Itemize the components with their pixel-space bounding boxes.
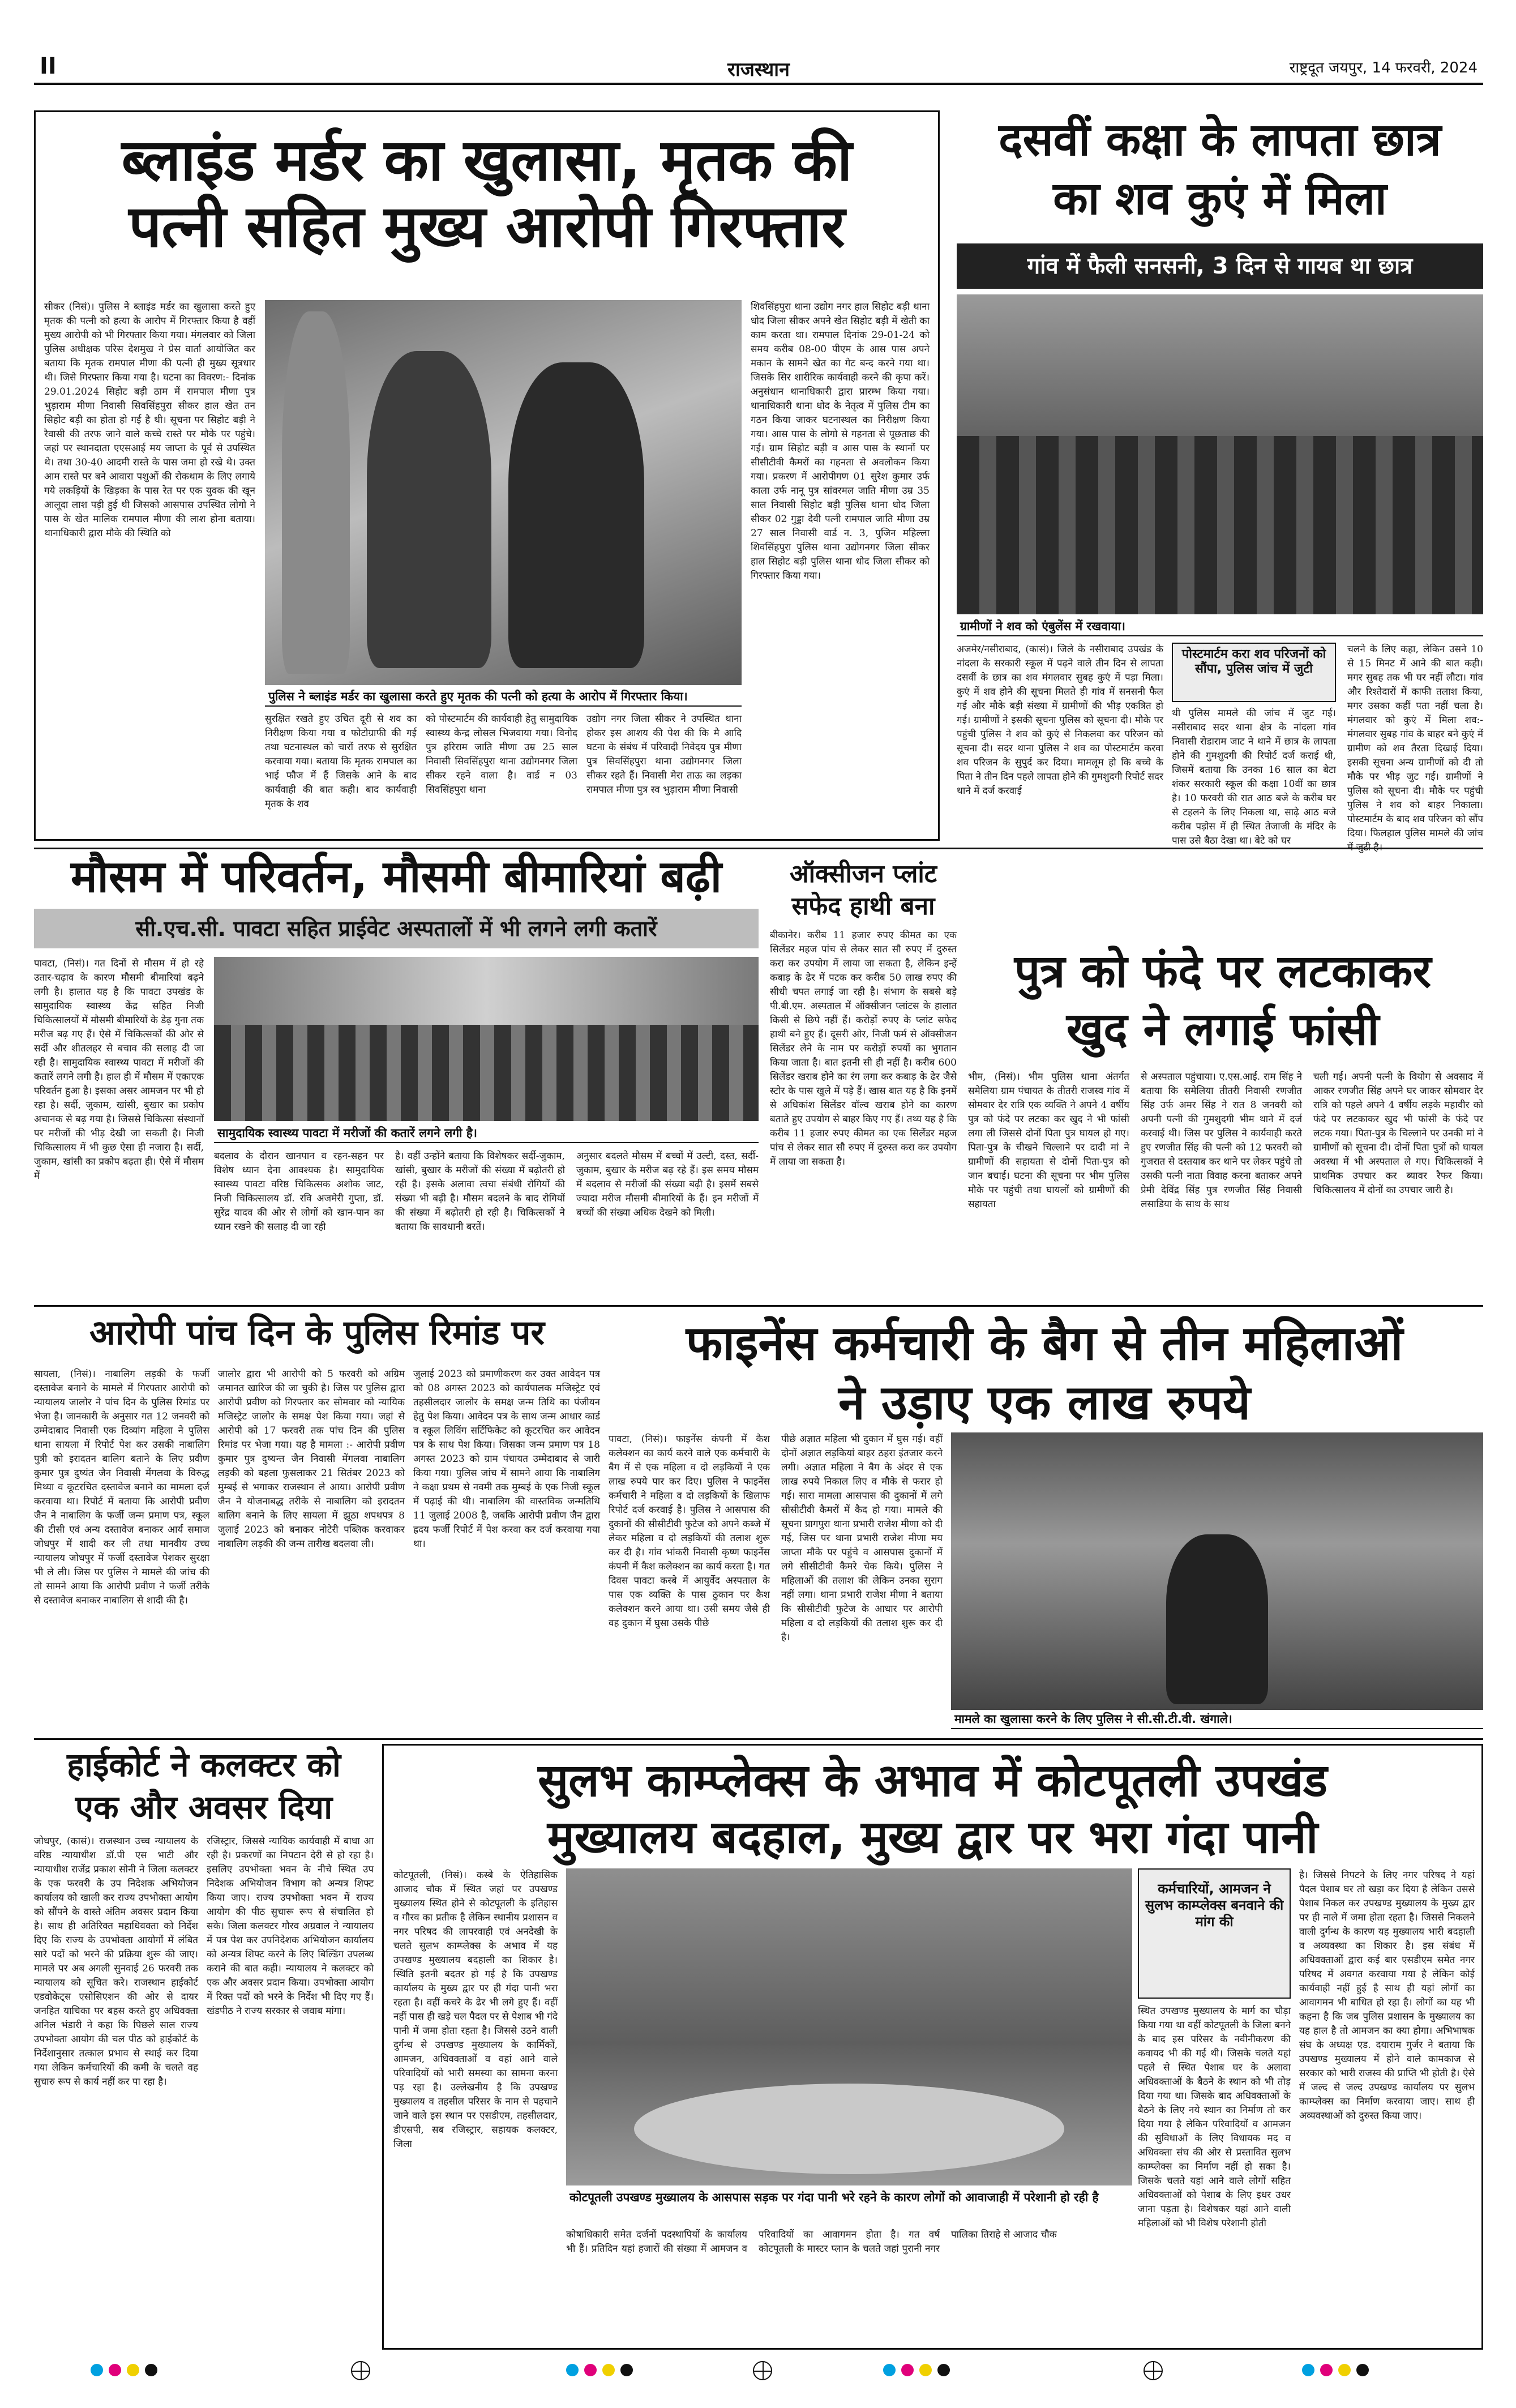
story-weather-headline: मौसम में परिवर्तन, मौसमी बीमारियां बढ़ी — [70, 852, 722, 903]
story-weather-caption: सामुदायिक स्वास्थ्य पावटा में मरीजों की कतारें लगने लगी है। — [214, 1124, 759, 1143]
story-student-body-note — [1172, 643, 1336, 702]
story-remand-col3: जुलाई 2023 को प्रमाणीकरण कर उक्त आवेदन पत्र को 08 अगस्त 2023 को कार्यपालक मजिस्ट्रेट एवं तहसीलदार जालोर के समक्ष जन्म तिथि का पंजीयन हेतु पेश किया। आवेदन पत्र के साथ जन्म आधार कार्ड व स्कूल लिविंग सर्टिफिकेट को कूटरचित कर आवेदन पत्र के साथ पेश किया। जिसका जन्म प्रमाण पत्र 18 अगस्त 2023 को ग्राम पंचायत उम्मेदाबाद से जारी किया गया। पुलिस जांच में सामने आया कि नाबालिग ने कक्षा प्रथम से नवमी तक मुम्बई के एक निजी स्कूल में पढ़ाई की थी। नाबालिग की वास्तविक जन्मतिथि 11 जुलाई 2008 है, जबकि आरोपी प्रवीण जैन द्वारा ह्रदय फर्जी रिपोर्ट में पेश करवा कर दर्ज करवाया गया था। — [413, 1368, 600, 1550]
photo-queue — [214, 1025, 759, 1121]
dot-black — [1356, 2364, 1369, 2376]
headline-line-1: हाईकोर्ट ने कलक्टर को — [67, 1746, 341, 1784]
photo-figure-man — [367, 351, 491, 668]
photo-figure-police — [282, 311, 350, 674]
story-student-body-caption: ग्रामीणों ने शव को एंबुलेंस में रखवाया। — [957, 617, 1483, 636]
dateline: राष्ट्रदूत जयपुर, 14 फरवरी, 2024 — [1289, 59, 1478, 76]
story-student-body-photo — [957, 294, 1483, 614]
headline-line-2: पत्नी सहित मुख्य आरोपी गिरफ्तार — [129, 193, 845, 261]
story-sulabh-col1: कोटपूतली, (निसं)। कस्बे के ऐतिहासिक आजाद चौक में स्थित जहां पर उपखण्ड मुख्यालय स्थित होने से कोटपूतली के इतिहास व गौरव का प्रतीक है लेकिन स्थानीय प्रशासन व नगर परिषद की लापरवाही एवं अनदेखी के चलते सुलभ काम्प्लेक्स के अभाव में यह उपखण्ड मुख्यालय बदहाली का शिकार है। स्थिति इतनी बदतर हो गई है कि उपखण्ड कार्यालय के मुख्य द्वार पर ही गंदा पानी भरा रहता है। वहीं कचरे के ढेर भी लगे हुए हैं। वहीं नहीं पास ही खड़े चल पैदल पर से पेशाब भी गंदे पानी में जमा होता रहता है। जिससे उठने वाली दुर्गन्ध से उपखण्ड मुख्यालय के कार्मिकों, आमजन, अधिवक्ताओं व वहां आने वाले परिवादियों को भारी समस्या का सामना करना पड़ रहा है। उल्लेखनीय है कि उपखण्ड मुख्यालय व तहसील परिसर के नाम से पहचाने जाने वाले इस स्थान पर एसडीएम, तहसीलदार, डीएसपी, सब रजिस्ट्रार, सहायक कलक्टर, जिला — [393, 1870, 558, 2150]
story-remand-headline: आरोपी पांच दिन के पुलिस रिमांड पर — [89, 1313, 545, 1353]
story-blind-murder-photo — [265, 300, 742, 685]
note-text: पोस्टमार्टम करा शव परिजनों को सौंपा, पुलिस जांच में जुटी — [1181, 647, 1326, 677]
dot-yellow — [127, 2364, 139, 2376]
story-student-body-subhead: गांव में फैली सनसनी, 3 दिन से गायब था छात्र — [957, 243, 1483, 289]
story-blind-murder-col2: सुरक्षित रखते हुए उचित दूरी से शव का निरीक्षण किया गया व फोटोग्राफी की गई तथा घटनास्थल को चारों तरफ से सुरक्षित करवाया गया। बताया कि मृतक रामपाल का भाई फौज में हैं जिसके आने के बाद कार्यवाही की बात कही। बाद कार्यवाही मृतक के शव — [265, 713, 417, 810]
story-remand-col2: जालोर द्वारा भी आरोपी को 5 फरवरी को अग्रिम जमानत खारिज की जा चुकी है। जिस पर पुलिस द्वारा आरोपी प्रवीण को गिरफ्तार कर सोमवार को न्यायिक मजिस्ट्रेट जालोर के समक्ष पेश किया गया। जहां से आरोपी को 17 फरवरी तक पांच दिन की पुलिस रिमांड पर भेजा गया। यह है मामला :- आरोपी प्रवीण कुमार पुत्र दुष्यन्त जैन निवासी मेंगलवा नाबालिग लड़की को बहला फुसलाकर 21 सितंबर 2023 को मुम्बई से भगाकर राजस्थान ले आया। आरोपी प्रवीण जैन ने योजनाबद्ध तरीके से नाबालिग को इरादतन बालिग बनाने के लिए सायला में झूठा शपथपत्र 8 जुलाई 2023 को बनाकर नोटेरी पब्लिक करवाकर नाबालिग लड़की की जन्म तारीख बदलवा ली। — [218, 1368, 405, 1550]
story-student-body-col2: थी पुलिस मामले की जांच में जुट गई। नसीराबाद सदर थाना क्षेत्र के नांदला गांव निवासी रोडाराम जाट ने थाने में छात्र के लापता होने की गुमशुदगी की रिपोर्ट दर्ज कराई थी, जिसमें बताया कि उनका 16 साल का बेटा शंकर सरकारी स्कूल की कक्षा 10वीं का छात्र है। 10 फरवरी की रात आठ बजे के करीब घर से टहलने के लिए निकला था, साढ़े आठ बजे करीब पड़ोस में ही स्थित तेजाजी के मंदिर के पास उसे बैठा देखा था। बेटे को घर — [1172, 708, 1336, 846]
story-oxygen-plant-col1: बीकानेर। करीब 11 हजार रुपए कीमत का एक सिलेंडर महज पांच से लेकर सात सौ रुपए में दुरुस्त करा कर उपयोग में लाया जा सकता है, लेकिन इन्हें कबाड़ के ढेर में पटक कर करीब 50 लाख रुपए की सीधी चपत लगाई जा रही है। संभाग के सबसे बड़े पी.बी.एम. अस्पताल में ऑक्सीजन प्लांटस के हालात किसी से छिपे नहीं हैं। करोड़ों रुपए के प्लांट सफेद हाथी बने हुए हैं। दूसरी ओर, निजी फर्म से ऑक्सीजन सिलेंडर लेने के नाम पर करोड़ों रुपयों का भुगतान किया जाता है। बात इतनी सी ही नहीं है। करीब 600 सिलेंडर खराब होने का रंग लगा कर कबाड़ के ढेर जैसे स्टोर के पास खुले में पड़े हैं। खास बात यह है कि इनमें से अधिकांश सिलेंडर वॉल्व खराब होने का कारण बताते हुए उपयोग से बाहर किए गए हैं। तथ्य यह है कि करीब 11 हजार रुपए कीमत का एक सिलेंडर महज पांच से लेकर सात सौ रुपए में दुरुस्त करा कर उपयोग में लाया जा सकता है। — [770, 930, 957, 1167]
registration-mark-icon — [351, 2361, 370, 2380]
photo-figure-woman — [508, 362, 644, 668]
headline-line-2: खुद ने लगाई फांसी — [1066, 1003, 1380, 1056]
headline-line-2: का शव कुएं में मिला — [1053, 172, 1387, 225]
dot-magenta — [584, 2364, 597, 2376]
story-student-body-col1: अजमेर/नसीराबाद, (कासं)। जिले के नसीराबाद उपखंड के नांदला के सरकारी स्कूल में पढ़ने वाले तीन दिन से लापता दसवीं के छात्र का शव मंगलवार सुबह कुएं में पड़ा मिला। कुएं में शव होने की सूचना मिलते ही गांव में सनसनी फैल गई और मौके बड़ी संख्या में ग्रामीणों की भीड़ एकत्रित हो गई। ग्रामीणों ने इसकी सूचना पुलिस को सूचना दी। मौके पर पहुंची पुलिस ने शव को कुएं से निकलवा कर परिजन को सूचना दी। सदर थाना पुलिस ने शव का पोस्टमार्टम करवा शव परिजन के सुपुर्द कर दिया। मामलूम हो कि बच्चे के पिता ने तीन दिन पहले लापता होने की गुमशुदगी रिपोर्ट सदर थाने में दर्ज करवाई — [957, 644, 1163, 797]
headline-line-1: फाइनेंस कर्मचारी के बैग से तीन महिलाओं — [686, 1315, 1403, 1371]
story-weather-photo — [214, 957, 759, 1121]
story-blind-murder-col1: सीकर (निसं)। पुलिस ने ब्लाइंड मर्डर का खुलासा करते हुए मृतक की पत्नी को हत्या के आरोप में गिरफ्तार किया है वहीं मुख्य आरोपी को भी गिरफ्तार किया गया। मंगलवार को जिला पुलिस अधीक्षक परिस देशमुख ने प्रेस वार्ता आयोजित कर बताया कि मृतक रामपाल मीणा की पत्नी ही मुख्य सूत्रधार थी। जिसे गिरफ्तार किया गया है। घटना का विवरण:- दिनांक 29.01.2024 सिहोट बड़ी ठाम में रामपाल मीणा पुत्र भुड़ाराम मीणा निवासी सिवसिंहपुरा सीकर हाल खेत तन सिहोट बड़ी का होता हो गई है थी। सूचना पर सिहोट बड़ी ने रैवासी की तरफ जाने वाले कच्चे रास्ते पर मौके पर पहुंचे। जहां पर स्थानदाता एएसआई मय जाप्ता के पूर्व से उपस्थित थे। तथा 30-40 आदमी रास्ते के पास जमा हो रखे थे। उक्त आम रास्ते पर बने आवारा पशुओं की रोकथाम के लिए लगाये गये लकड़ियों के खिड़का के पास रेत पर एक युवक की खून आलूदा लाश पड़ी हुई थी जिसको आसपास उपस्थित लोगो ने पास के खेत मालिक रामपाल मीणा की लाश होना बताया। थानाधिकारी द्वारा मौके की स्थिति को — [44, 301, 255, 539]
story-sulabh-headline — [385, 1752, 1480, 1866]
story-highcourt-col2: रजिस्ट्रार, जिससे न्यायिक कार्यवाही में बाधा आ रही है। प्रकरणों का निपटान देरी से हो रहा है। इसलिए उपभोक्ता भवन के नीचे स्थित उप निदेशक अभियोजन विभाग को अन्यत्र शिफ्ट किया जाए। राज्य उपभोक्ता भवन में राज्य आयोग की पीठ सुचारू रूप से संचालित हो सके। जिला कलक्टर गौरव अग्रवाल ने न्यायालय में पत्र पेश कर उपनिदेशक अभियोजन कार्यालय को अन्यत्र शिफ्ट करने के लिए बिल्डिंग उपलब्ध कराने की बात कही। न्यायालय ने कलक्टर को एक और अवसर प्रदान किया। उपभोक्ता आयोग में रिक्त पदों को भरने के निर्देश भी दिए गए हैं। खंडपीठ ने राज्य सरकार से जवाब मांगा। — [207, 1836, 374, 2017]
photo-figure-cctv — [1166, 1534, 1268, 1704]
dot-magenta — [1320, 2364, 1333, 2376]
story-finance-theft-headline — [606, 1314, 1483, 1432]
dot-cyan — [883, 2364, 896, 2376]
story-weather-col4: अनुसार बदलते मौसम में बच्चों में उल्टी, दस्त, सर्दी-जुकाम, बुखार के मरीज बढ़ रहे हैं। इस समय मौसम में बदलाव से मरीजों की संख्या बढ़ी है। इसमें सबसे ज्यादा मरीज मौसमी बीमारियों के हैं। इन मरीजों में बच्चों की संख्या अधिक देखने को मिली। — [576, 1150, 759, 1218]
divider — [34, 848, 1483, 849]
story-hanging-col1: भीम, (निसं)। भीम पुलिस थाना अंतर्गत समेलिया ग्राम पंचायत के तीतरी राजस्व गांव में सोमवार देर रात्रि एक व्यक्ति ने अपने 4 वर्षीय पुत्र को फंदे पर लटका कर खुद ने भी फांसी लगा ली जिससे दोनों पिता पुत्र घायल हो गए। पिता-पुत्र के चीखने चिल्लाने पर दादी मां ने ग्रामीणों की सहायता से दोनों पिता-पुत्र को जान बचाई। घटना की सूचना पर भीम पुलिस मौके पर पहुंची तथा घायलों को ग्रामीणों की सहायता — [968, 1071, 1129, 1210]
story-finance-theft-col2: पीछे अज्ञात महिला भी दुकान में घुस गई। वहीं दोनों अज्ञात लड़कियां बाहर ठहरा इंतजार करने लगी। अज्ञात महिला ने बैग के अंदर से एक लाख रुपये निकाल लिए व मौके से फरार हो गई। सारा मामला आसपास की दुकानों में लगे सीसीटीवी कैमरों में कैद हो गया। मामले की सूचना प्रागपुरा थाना प्रभारी राजेश मीणा को दी गई, जिस पर थाना प्रभारी राजेश मीणा मय जाप्ता मौके पर पहुंचे व आसपास दुकानों में लगे सीसीटीवी कैमरे चेक किये। पुलिस ने महिलाओं की तलाश की लेकिन उनका सुराग नहीं लगा। थाना प्रभारी राजेश मीणा ने बताया कि सीसीटीवी फुटेज के आधार पर आरोपी महिला व दो लड़कियों की तलाश शुरू कर दी है। — [781, 1434, 943, 1643]
dot-cyan — [1302, 2364, 1314, 2376]
story-hanging-headline — [962, 943, 1483, 1059]
story-blind-murder-col3: को पोस्टमार्टम की कार्यवाही हेतु सामुदायिक स्वास्थ्य केन्द्र लोसल भिजवाया गया। विनोद पुत्र हरिराम जाति मीणा उम्र 25 साल निवासी सिवसिंहपुरा थाना उद्योगनगर जिला सीकर रहने वाला है। वार्ड न 03 सिवसिंहपुरा थाना — [426, 713, 577, 795]
story-sulabh-photo — [566, 1868, 1132, 2185]
headline-line-2: ने उड़ाए एक लाख रुपये — [838, 1375, 1251, 1430]
headline-line-1: सुलभ काम्प्लेक्स के अभाव में कोटपूतली उपखंड — [538, 1754, 1327, 1807]
dot-black — [145, 2364, 157, 2376]
story-finance-theft-photo — [951, 1432, 1483, 1710]
color-bar-left — [91, 2364, 163, 2381]
story-blind-murder-headline — [40, 127, 934, 260]
story-weather-col3: है। वहीं उन्होंने बताया कि विशेषकर सर्दी-जुकाम, खांसी, बुखार के मरीजों की संख्या में बढ़ोतरी हो रही है। इसके अलावा त्वचा संबंधी रोगियों की संख्या भी बढ़ी है। मौसम बदलने के बाद रोगियों की संख्या में बढ़ोतरी हो रही है। चिकित्सकों ने बताया कि सावधानी बरतें। — [395, 1150, 565, 1233]
dot-cyan — [566, 2364, 579, 2376]
page-number: II — [40, 53, 57, 79]
story-sulabh-caption: कोटपूतली उपखण्ड मुख्यालय के आसपास सड़क पर गंदा पानी भरे रहने के कारण लोगों को आवाजाही में परेशानी हो रही है — [569, 2191, 1099, 2204]
headline-line-2: मुख्यालय बदहाल, मुख्य द्वार पर भरा गंदा पानी — [547, 1811, 1318, 1863]
story-weather-col2: बदलाव के दौरान खानपान व रहन-सहन पर विशेष ध्यान देना आवश्यक है। सामुदायिक स्वास्थ्य पावटा वरिष्ठ चिकित्सक अशोक जाट, निजी चिकित्सालय डॉ. रवि अजमेरी गुप्ता, डॉ. सुरेंद्र यादव की ओर से लोगों को खान-पान का ध्यान रखने की सलाह दी जा रही — [214, 1150, 384, 1233]
story-hanging-col3: चली गई। अपनी पत्नी के वियोग से अवसाद में आकर रणजीत सिंह अपने घर जाकर सोमवार देर रात्रि को पहले अपने 4 वर्षीय लड़के महावीर को फंदे पर लटकाकर खुद भी फांसी के फंदे पर लटक गया। पिता-पुत्र के चिल्लाने पर उनकी मां ने ग्रामीणों को सूचना दी। दोनों पिता पुत्रों को घायल अवस्था में भी अस्पताल ले गए। चिकित्सकों ने प्राथमिक उपचार कर ब्यावर रैफर किया। चिकित्सालय में दोनों का उपचार जारी है। — [1313, 1071, 1483, 1196]
dot-yellow — [919, 2364, 932, 2376]
section-title: राजस्थान — [727, 58, 790, 81]
color-bar-center-right — [883, 2364, 956, 2381]
headline-line-1: ब्लाइंड मर्डर का खुलासा, मृतक की — [121, 127, 853, 194]
story-highcourt-col1: जोधपुर, (कासं)। राजस्थान उच्च न्यायालय के वरिष्ठ न्यायाधीश डॉ.पी एस भाटी और न्यायाधीश राजेंद्र प्रकाश सोनी ने जिला कलक्टर के एक फरवरी के उप निदेशक अभियोजन कार्यालय को खाली कर राज्य उपभोक्ता आयोग को सौंपने के वास्ते अंतिम अवसर प्रदान किया है। साथ ही अतिरिक्त महाधिवक्ता को निर्देश दिए कि राज्य के उपभोक्ता आयोगों में लंबित सारे पदों को भरने की प्रक्रिया शुरू की जाए। मामले पर अब अगली सुनवाई 26 फरवरी तक न्यायालय को सूचित करे। राजस्थान हाईकोर्ट एडवोकेट्स एसोसिएशन की ओर से दायर जनहित याचिका पर बहस करते हुए अधिवक्ता अनिल भंडारी ने कहा कि पिछले साल राज्य उपभोक्ता आयोग की चल पीठ को हाईकोर्ट के निर्देशानुसार तत्काल प्रभाव से स्थाई कर दिया गया लेकिन कर्मचारियों की कमी के चलते वह सुचारु रूप से कार्य नहीं कर पा रहा है। — [34, 1836, 198, 2088]
dot-black — [620, 2364, 633, 2376]
story-finance-theft-caption: मामले का खुलासा करने के लिए पुलिस ने सी.सी.टी.वी. खंगाले। — [951, 1710, 1483, 1729]
masthead — [34, 51, 1483, 85]
story-blind-murder-col4: उद्योग नगर जिला सीकर ने उपस्थित थाना होकर इस आशय की पेश की कि मै आदि घटना के संबंध में परिवादी निवेदय पुत्र मीणा पुत्र सिवसिंहपुरा थाना उद्योगनगर जिला सीकर रहते हैं। निवासी मेरा ताऊ का लड़का रामपाल मीणा पुत्र स्व भुड़ाराम मीणा निवासी — [586, 713, 742, 795]
story-sulabh-note — [1138, 1868, 1291, 1999]
dot-cyan — [91, 2364, 103, 2376]
story-blind-murder-caption: पुलिस ने ब्लाइंड मर्डर का खुलासा करते हुए मृतक की पत्नी को हत्या के आरोप में गिरफ्तार किया। — [265, 687, 742, 707]
story-sulabh-col3: स्थित उपखण्ड मुख्यालय के मार्ग का चौड़ा किया गया था वहीं कोटपूतली के जिला बनने के बाद इस परिसर के नवीनीकरण की कवायद भी की गई थी। जिसके चलते यहां पहले से स्थित पेशाब घर के अलावा अधिवक्ताओं के बैठने के स्थान को भी तोड़ दिया गया था। जिसके बाद अधिवक्ताओं के बैठने के लिए नये स्थान का निर्माण तो कर दिया गया है लेकिन परिवादियों व आमजन की सुविधाओं के लिए विधायक मद व अधिवक्ता संघ की ओर से प्रस्तावित सुलभ काम्प्लेक्स का निर्माण नहीं हो सका है। जिसके चलते यहां आने वाले लोगों सहित अधिवक्ताओं को पेशाब के लिए इधर उधर जाना पड़ता है। विशेषकर यहां आने वाली महिलाओं को भी विशेष परेशानी होती — [1138, 2005, 1291, 2229]
dot-black — [937, 2364, 950, 2376]
divider — [34, 1738, 1483, 1740]
dot-magenta — [109, 2364, 121, 2376]
registration-mark-icon — [753, 2361, 772, 2380]
dot-yellow — [1338, 2364, 1351, 2376]
story-hanging-col2: से अस्पताल पहुंचाया। ए.एस.आई. राम सिंह ने बताया कि समेलिया तीतरी निवासी रणजीत सिंह उर्फ अमर सिंह ने रात 8 जनवरी को अपनी पत्नी की गुमशुदगी भीम थाने में दर्ज करवाई थी। जिस पर पुलिस ने कार्यवाही करते हुए रणजीत सिंह की पत्नी को 12 फरवरी को गुजरात से दस्तयाब कर थाने पर लेकर पहुंचे तो उसकी पत्नी नाता विवाह करना बताकर अपने प्रेमी देविंद्र सिंह पुत्र रणजीत सिंह निवासी लसाडिया के साथ के साथ — [1141, 1071, 1302, 1210]
story-oxygen-plant-headline — [770, 858, 957, 922]
photo-crowd — [957, 436, 1483, 614]
color-bar-right — [1302, 2364, 1374, 2381]
story-finance-theft-col1: पावटा, (निसं)। फाइनेंस कंपनी में कैश कलेक्शन का कार्य करने वाले एक कर्मचारी के बैग में से एक महिला व दो लड़कियों ने एक लाख रुपये पार कर दिए। पुलिस ने फाइनेंस कर्मचारी ने महिला व दो लड़कियों के खिलाफ रिपोर्ट दर्ज करवाई है। पुलिस ने आसपास की दुकानों की सीसीटीवी फुटेज को अपने कब्जे में लेकर महिला व दो लड़कियों की तलाश शुरू कर दी है। गांव भांकरी निवासी कृष्ण फाइनेंस कंपनी में कैश कलेक्शन का कार्य करता है। गत दिवस पावटा कस्बे में आयुर्वेद अस्पताल के पास एक व्यक्ति के पास ठुकान पर कैश कलेक्शन करने आया था। उसी समय जैसे ही वह दुकान में घुसा उसके पीछे — [609, 1434, 770, 1629]
headline-line-1: दसवीं कक्षा के लापता छात्र — [999, 113, 1441, 166]
story-sulabh-col2: कोषाधिकारी समेत दर्जनों पदस्थापियों के कार्यालय भी हैं। प्रतिदिन यहां हजारों की संख्या में आमजन व परिवादियों का आवागमन होता है। गत वर्ष कोटपूतली के मास्टर प्लान के चलते जहां पुरानी नगर पालिका तिराहे से आजाद चौक — [566, 2229, 1057, 2255]
dot-magenta — [901, 2364, 914, 2376]
headline-line-2: एक और अवसर दिया — [75, 1788, 333, 1827]
note-text: कर्मचारियों, आमजन ने सुलभ काम्प्लेक्स बनवाने की मांग की — [1145, 1881, 1284, 1930]
photo-puddle — [634, 2084, 1064, 2174]
divider — [34, 1305, 1483, 1307]
headline-line-1: ऑक्सीजन प्लांट — [789, 859, 937, 888]
dot-yellow — [602, 2364, 615, 2376]
story-student-body-headline — [957, 110, 1483, 228]
story-remand-col1: सायला, (निसं)। नाबालिग लड़की के फर्जी दस्तावेज बनाने के मामले में गिरफ्तार आरोपी को न्यायालय जालोर ने पांच दिन के पुलिस रिमांड पर भेजा है। जानकारी के अनुसार गत 12 जनवरी को उम्मेदाबाद निवासी एक दिव्यांग महिला ने पुलिस थाना सायला में रिपोर्ट पेश कर उसकी नाबालिग पुत्री को इरादतन बालिग बताने के लिए प्रवीण कुमार पुत्र दुष्यंत जैन निवासी मेंगलवा के विरुद्ध मिथ्या व कूटरचित दस्तावेज बनाने का मामला दर्ज करवाया था। रिपोर्ट में बताया कि आरोपी प्रवीण जैन ने नाबालिग के फर्जी जन्म प्रमाण पत्र, स्कूल की टीसी एवं अन्य दस्तावेज बनाकर आर्य समाज जोधपुर में शादी कर ली तथा मानवीय उच्च न्यायालय जोधपुर में फर्जी दस्तावेज पेशकर सुरक्षा भी ले ली। जिस पर पुलिस ने मामले की जांच की तो सामने आया कि आरोपी प्रवीण ने फर्जी तरीके से दस्तावेज बनाकर नाबालिग से शादी की है। — [34, 1368, 209, 1606]
story-weather-col1: पावटा, (निसं)। गत दिनों से मौसम में हो रहे उतार-चढ़ाव के कारण मौसमी बीमारियां बढ़ने लगी है। हालात यह है कि पावटा उपखंड के सामुदायिक स्वास्थ्य केंद्र सहित निजी चिकित्सालयों में मौसमी बीमारियों के डेढ़ गुना तक मरीज बढ़ गए हैं। ऐसे में चिकित्सकों की ओर से सर्दी और शीतलहर से बचाव की सलाह दी जा रही है। सामुदायिक स्वास्थ्य पावटा में मरीजों की कतारें लगने लगी है। हाल ही में मौसम में एकाएक परिवर्तन हुआ है। इसका असर आमजन पर भी हो रहा है। सर्दी, जुकाम, खांसी, बुखार का प्रकोप अचानक से बढ़ गया है। जिससे चिकित्सा संस्थानों पर मरीजों की भीड़ देखी जा सकती है। निजी चिकित्सालय में भी कुछ ऐसा ही नजारा है। सर्दी, जुकाम, खांसी का प्रकोप बढ़ता ही। ऐसे में मौसम में — [34, 958, 204, 1182]
story-blind-murder-col5: शिवसिंहपुरा थाना उद्योग नगर हाल सिहोट बड़ी थाना धोद जिला सीकर अपने खेत सिहोट बड़ी में खेती का काम करता था। रामपाल दिनांक 29-01-24 को समय करीब 08-00 पीएम के आस पास अपने मकान के सामने खेत का गेट बन्द करने गया था। जिसके सिर शारीरिक कार्यवाही करने की कृपा करें। अनुसंधान थानाधिकारी द्वारा प्रारम्भ किया गया। थानाधिकारी थाना धोद के नेतृत्व में पुलिस टीम का गठन किया जाकर घटनास्थल का निरीक्षण किया गया। आस पास के लोगो से गहनता से पूछताछ की गई। ग्राम सिहोट बड़ी व आस पास के स्थानों पर सीसीटीवी कैमरों का गहनता से अवलोकन किया गया। प्रकरण में आरोपीगण 01 सुरेश कुमार उर्फ काला उर्फ नानू पुत्र सांवरमल जाति मीणा उम्र 35 साल निवासी सिहोट बड़ी पुलिस थाना धोद जिला सीकर 02 गुड्डा देवी पत्नी रामपाल जाति मीणा उम्र 27 साल निवासी वार्ड न. 3, पुजिन महिल्ला शिवसिंहपुरा पुलिस थाना उद्योगनगर जिला सीकर हाल सिहोट बड़ी पुलिस थाना धोद जिला सीकर को गिरफ्तार किया गया। — [751, 301, 930, 581]
registration-mark-icon — [1144, 2361, 1163, 2380]
story-student-body-col3: चलने के लिए कहा, लेकिन उसने 10 से 15 मिनट में आने की बात कही। मगर सुबह तक भी घर नहीं लौटा। गांव और रिश्तेदारों में काफी तलाश किया, मगर उसका कहीं पता नहीं चला है। मंगलवार को कुएं में मिला शव:- मंगलवार सुबह गांव के बाहर बने कुएं में ग्रामीण को शव तैरता दिखाई दिया। इसकी सूचना अन्य ग्रामीणों को दी तो मौके पर भीड़ जुट गई। ग्रामीणों ने पुलिस को सूचना दी। मौके पर पहुंची पुलिस ने शव को बाहर निकाला। पोस्टमार्टम के बाद शव परिजन को सौंप दिया। फिलहाल पुलिस मामले की जांच — [1347, 644, 1483, 839]
color-bar-center-left — [566, 2364, 639, 2381]
story-highcourt-headline — [34, 1744, 374, 1829]
story-sulabh-col4: है। जिससे निपटने के लिए नगर परिषद ने यहां पैदल पेशाब घर तो खड़ा कर दिया है लेकिन उससे पेशाब निकल कर उपखण्ड मुख्यालय के मुख्य द्वार पर ही नाले में जमा होता रहता है। जिससे निकलने वाली दुर्गन्ध के कारण यह मुख्यालय भारी बदहाली व अव्यवस्था का शिकार है। इस संबंध में अधिवक्ताओं द्वारा कई बार एसडीएम समेत नगर परिषद में अवगत करवाया गया है लेकिन कोई कार्यवाही नहीं हुई है साथ ही यहां लोगों का आवागमन भी बाधित हो रहा है। लोगों का यह भी कहना है कि जब पुलिस प्रशासन के मुख्यालय का यह हाल है तो आमजन का क्या होगा। अभिभाषक संघ के अध्यक्ष एड. दयाराम गुर्जर ने बताया कि उपखण्ड मुख्यालय में होने वाले कामकाज से सरकार को भारी राजस्व की प्राप्ति भी होती है। ऐसे में जल्द से जल्द उपखण्ड कार्यालय पर सुलभ काम्प्लेक्स का निर्माण करवाया जाए। साथ ही अव्यवस्थाओं को दुरुस्त किया जाए। — [1299, 1870, 1475, 2122]
story-weather-subhead: सी.एच.सी. पावटा सहित प्राईवेट अस्पतालों में भी लगने लगी कतारें — [34, 909, 759, 948]
headline-line-2: सफेद हाथी बना — [791, 892, 935, 921]
headline-line-1: पुत्र को फंदे पर लटकाकर — [1014, 945, 1432, 998]
